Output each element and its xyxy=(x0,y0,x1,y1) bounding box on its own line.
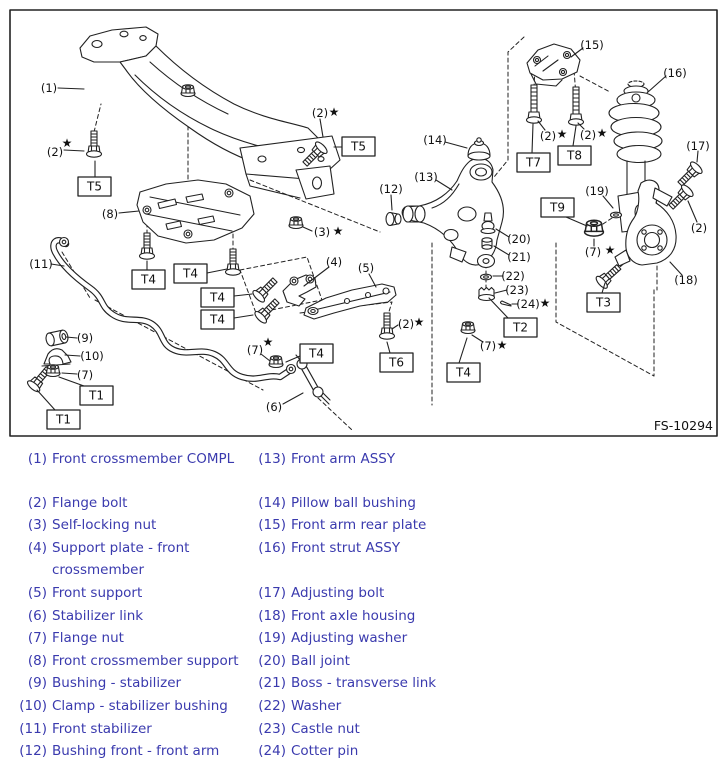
callout-label: (10) xyxy=(80,349,104,363)
legend-item-text: Front stabilizer xyxy=(52,720,152,737)
callout-label: (1) xyxy=(40,81,58,95)
cotter-pin-drawing xyxy=(501,301,512,306)
boss-transverse-link-drawing xyxy=(482,238,492,249)
legend-item-number: (2) xyxy=(27,494,47,511)
legend-row xyxy=(16,514,728,537)
legend-item-number: (1) xyxy=(27,451,47,467)
legend-item-text: Front crossmember support xyxy=(52,652,239,669)
callout-label: (23) xyxy=(505,283,529,297)
callout-leader xyxy=(688,201,697,222)
legend-item-text: Bushing - stabilizer xyxy=(52,675,182,692)
torque-box-label: T4 xyxy=(141,272,156,287)
legend-item-number: (12) xyxy=(19,743,47,760)
callout-label: (21) xyxy=(507,250,531,264)
legend-item-number: (18) xyxy=(258,607,286,624)
torque-box-label: T6 xyxy=(389,355,404,370)
callout-label: (11) xyxy=(29,257,53,271)
legend-item-text: Support plate - front crossmember xyxy=(52,539,190,579)
callout-label: (12) xyxy=(379,182,403,196)
callout-label: (7) xyxy=(584,245,602,259)
legend-item-text: Front arm rear plate xyxy=(291,517,427,534)
callout-label: (24) xyxy=(516,297,540,311)
legend-row xyxy=(16,672,728,695)
torque-box-leader xyxy=(489,298,508,318)
legend-item-text: Front axle housing xyxy=(291,607,416,624)
torque-box-label: T1 xyxy=(89,388,104,403)
stabilizer-clamp-drawing xyxy=(42,349,71,366)
legend-item-text: Cotter pin xyxy=(291,743,359,760)
legend-item-text: Washer xyxy=(291,697,342,714)
stabilizer-bushing-drawing xyxy=(45,329,69,346)
legend-row xyxy=(16,650,728,673)
legend-item-number: (8) xyxy=(27,652,47,669)
callout-leader xyxy=(391,195,392,210)
callout-label: (7) xyxy=(479,339,497,353)
star-icon: ★ xyxy=(332,224,344,238)
star-icon: ★ xyxy=(556,127,568,141)
legend-item-number: (6) xyxy=(27,607,47,624)
legend-item-text: Front crossmember COMPL xyxy=(52,451,235,467)
torque-box-label: T4 xyxy=(456,365,471,380)
legend-item-text: Bushing front - front arm xyxy=(52,743,220,760)
legend-item-number: (22) xyxy=(258,697,286,714)
torque-box-leader xyxy=(37,390,55,410)
torque-box-leader xyxy=(573,126,576,146)
callout-label: (17) xyxy=(686,139,710,153)
callout-leader xyxy=(62,373,77,374)
legend-row xyxy=(16,695,728,718)
star-icon: ★ xyxy=(596,126,608,140)
callout-leader xyxy=(303,227,312,231)
legend-item-text: Self-locking nut xyxy=(52,517,157,534)
callout-label: (7) xyxy=(76,368,94,382)
figure-code: FS-10294 xyxy=(653,418,713,433)
legend-item-number: (10) xyxy=(19,697,47,714)
callout-layer xyxy=(29,38,710,429)
support-plate-drawing xyxy=(283,275,316,306)
legend-item-text: Castle nut xyxy=(291,720,360,737)
front-arm-rear-plate-drawing xyxy=(527,44,580,86)
torque-box-label: T9 xyxy=(550,200,565,215)
legend-item-text: Flange nut xyxy=(52,630,124,647)
callout-label: (8) xyxy=(101,207,119,221)
legend-item-text: Boss - transverse link xyxy=(291,675,437,692)
callout-label: (2) xyxy=(690,221,708,235)
callout-label: (16) xyxy=(663,66,687,80)
legend-item-text: Adjusting washer xyxy=(291,630,408,647)
callout-label: (14) xyxy=(423,133,447,147)
torque-box-label: T5 xyxy=(351,139,366,154)
star-icon: ★ xyxy=(496,338,508,352)
legend-item-number: (13) xyxy=(258,451,286,467)
legend-row xyxy=(16,627,728,650)
star-icon: ★ xyxy=(413,315,425,329)
callout-label: (6) xyxy=(265,400,283,414)
callout-leader xyxy=(436,180,452,190)
legend-item-number: (19) xyxy=(258,630,286,647)
legend-item-number: (7) xyxy=(27,630,47,647)
star-icon: ★ xyxy=(328,105,340,119)
torque-box-label: T4 xyxy=(183,266,198,281)
callout-label: (5) xyxy=(357,261,375,275)
front-crossmember-drawing xyxy=(80,27,340,199)
parts-legend xyxy=(0,440,728,762)
callout-label: (7) xyxy=(246,343,264,357)
star-icon: ★ xyxy=(262,335,274,349)
torque-box-label: T8 xyxy=(567,148,582,163)
legend-item-text: Front arm ASSY xyxy=(291,451,396,467)
legend-item-text: Adjusting bolt xyxy=(291,584,385,601)
callout-leader xyxy=(283,393,303,404)
callout-leader xyxy=(58,88,84,89)
legend-item-text: Clamp - stabilizer bushing xyxy=(52,697,228,714)
torque-box-label: T3 xyxy=(596,295,611,310)
callout-label: (22) xyxy=(501,269,525,283)
legend-item-number: (20) xyxy=(258,652,286,669)
legend-item-number: (3) xyxy=(27,517,47,534)
legend-row xyxy=(16,582,728,605)
legend-item-number: (15) xyxy=(258,517,286,534)
legend-item-text: Ball joint xyxy=(291,652,350,669)
torque-box-leader xyxy=(532,124,533,153)
legend-row xyxy=(16,718,728,741)
legend-row xyxy=(16,740,728,762)
torque-box-label: T2 xyxy=(513,320,528,335)
legend-item-number: (4) xyxy=(27,539,47,556)
callout-leader xyxy=(119,211,139,213)
callout-leader xyxy=(445,142,467,148)
callout-label: (2) xyxy=(397,317,415,331)
star-icon: ★ xyxy=(604,243,616,257)
torque-box-label: T4 xyxy=(210,312,225,327)
legend-item-text: Front support xyxy=(52,584,143,601)
legend-item-number: (9) xyxy=(27,675,47,692)
legend-row xyxy=(16,605,728,628)
torque-box-label: T4 xyxy=(210,290,225,305)
star-icon: ★ xyxy=(539,296,551,310)
callout-label: (2) xyxy=(311,106,329,120)
callout-leader xyxy=(369,274,376,287)
legend-item-number: (24) xyxy=(258,743,286,760)
torque-box-label: T4 xyxy=(309,346,324,361)
legend-item-text: Stabilizer link xyxy=(52,607,144,624)
torque-box-leader xyxy=(459,338,467,363)
legend-item-text: Flange bolt xyxy=(52,494,128,511)
callout-leader xyxy=(320,119,323,137)
crossmember-support-drawing xyxy=(137,180,254,243)
legend-item-number: (16) xyxy=(258,539,286,556)
legend-row xyxy=(16,448,728,471)
front-arm-bushing-drawing xyxy=(386,213,401,226)
legend-item-text: Front strut ASSY xyxy=(291,539,401,556)
legend-row xyxy=(16,537,728,582)
figure-border xyxy=(10,10,717,436)
legend-item-number: (11) xyxy=(19,720,47,737)
torque-box-label: T1 xyxy=(56,412,71,427)
callout-label: (2) xyxy=(539,129,557,143)
castle-nut-drawing xyxy=(479,288,495,301)
legend-item-number: (21) xyxy=(258,675,286,692)
legend-item-number: (5) xyxy=(27,584,47,601)
callout-label: (20) xyxy=(507,232,531,246)
legend-item-number: (14) xyxy=(258,494,286,511)
torque-box-label: T5 xyxy=(87,179,102,194)
callout-leader xyxy=(64,150,84,151)
legend-item-text: Pillow ball bushing xyxy=(291,494,416,511)
callout-label: (3) xyxy=(313,225,331,239)
callout-label: (13) xyxy=(414,170,438,184)
torque-box-label: T7 xyxy=(526,155,541,170)
legend-row xyxy=(16,492,728,515)
callout-label: (9) xyxy=(76,331,94,345)
callout-label: (15) xyxy=(580,38,604,52)
callout-label: (2) xyxy=(579,128,597,142)
legend-item-number: (17) xyxy=(258,584,286,601)
legend-item-number: (23) xyxy=(258,720,286,737)
callout-label: (18) xyxy=(674,273,698,287)
callout-label: (4) xyxy=(325,255,343,269)
torque-box-leader xyxy=(234,315,253,318)
torque-box-leader xyxy=(207,269,227,273)
pillow-ball-bushing-drawing xyxy=(468,138,490,160)
torque-box-leader xyxy=(566,217,587,226)
star-icon: ★ xyxy=(61,136,73,150)
torque-box-leader xyxy=(387,342,390,353)
callout-label: (2) xyxy=(46,145,64,159)
callout-label: (19) xyxy=(585,184,609,198)
